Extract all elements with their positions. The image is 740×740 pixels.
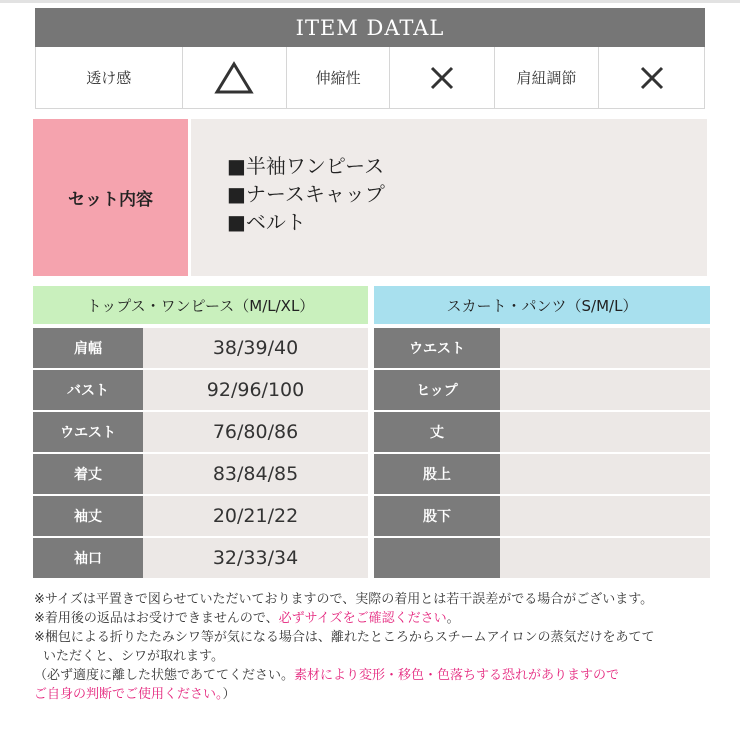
note-judgement-warning: ご自身の判断でご使用ください。: [34, 687, 223, 702]
note-returns: [34, 609, 714, 628]
size-label: 着丈: [33, 454, 143, 494]
size-value: [500, 496, 710, 536]
triangle-icon: [214, 61, 254, 95]
note-caution-end: ）: [222, 687, 236, 702]
note-caution-text: （必ず適度に離した状態であててください。: [34, 668, 295, 683]
note-caution-warning: 素材により変形・移色・色落ちする恐れがありますので: [294, 668, 620, 683]
top-divider: [0, 0, 740, 3]
size-label: [374, 538, 500, 578]
item-detail-title: ITEM DATAL: [35, 8, 705, 47]
table-row: [374, 328, 710, 368]
cross-icon: [639, 65, 665, 91]
size-label: 丈: [374, 412, 500, 452]
size-value: 32/33/34: [143, 538, 368, 578]
table-row: [374, 454, 710, 494]
table-row: [33, 370, 368, 410]
size-value: 38/39/40: [143, 328, 368, 368]
size-value: 92/96/100: [143, 370, 368, 410]
item-detail-row: [35, 47, 705, 109]
size-label: 股下: [374, 496, 500, 536]
size-label: ウエスト: [33, 412, 143, 452]
table-row: [33, 496, 368, 536]
set-item-nurse-cap: ■ナースキャップ: [227, 182, 385, 206]
table-row: [33, 538, 368, 578]
note-measurement: ※サイズは平置きで図らせていただいておりますので、実際の着用とは若干誤差がでる場合がございます。: [34, 592, 654, 607]
transparency-value: [183, 47, 288, 108]
strap-adjust-label: 肩紐調節: [495, 47, 600, 108]
size-value: [500, 538, 710, 578]
size-label: 袖口: [33, 538, 143, 578]
strap-adjust-value: [599, 47, 704, 108]
size-notes: [34, 590, 714, 704]
size-value: 76/80/86: [143, 412, 368, 452]
stretch-label: 伸縮性: [287, 47, 390, 108]
note-wrinkles-cont: いただくと、シワが取れます。: [43, 649, 224, 664]
table-row: [374, 370, 710, 410]
note-caution-cont: [34, 685, 714, 704]
size-value: 83/84/85: [143, 454, 368, 494]
size-label: バスト: [33, 370, 143, 410]
tops-size-table: [33, 328, 368, 580]
skirt-size-header: スカート・パンツ（S/M/L）: [374, 286, 710, 324]
size-label: ウエスト: [374, 328, 500, 368]
set-contents-panel: [191, 119, 707, 276]
note-returns-text: ※着用後の返品はお受けできませんので、: [34, 611, 279, 626]
table-row: [374, 538, 710, 578]
table-row: [33, 328, 368, 368]
size-value: [500, 412, 710, 452]
size-label: 股上: [374, 454, 500, 494]
set-item-belt: ■ベルト: [227, 210, 306, 234]
set-item-dress: ■半袖ワンピース: [227, 154, 385, 178]
size-value: [500, 370, 710, 410]
note-returns-end: 。: [446, 611, 460, 626]
size-label: 肩幅: [33, 328, 143, 368]
size-value: [500, 454, 710, 494]
tops-size-header: トップス・ワンピース（M/L/XL）: [33, 286, 368, 324]
set-contents-label: セット内容: [33, 119, 188, 276]
note-returns-warning: 必ずサイズをご確認ください: [278, 611, 447, 626]
cross-icon: [429, 65, 455, 91]
stretch-value: [390, 47, 495, 108]
note-caution: [34, 666, 714, 685]
skirt-size-table: [374, 328, 710, 580]
set-contents-list: [227, 152, 385, 236]
size-label: 袖丈: [33, 496, 143, 536]
size-label: ヒップ: [374, 370, 500, 410]
table-row: [374, 412, 710, 452]
size-value: [500, 328, 710, 368]
table-row: [374, 496, 710, 536]
size-value: 20/21/22: [143, 496, 368, 536]
table-row: [33, 454, 368, 494]
table-row: [33, 412, 368, 452]
transparency-label: 透け感: [36, 47, 183, 108]
note-wrinkles: ※梱包による折りたたみシワ等が気になる場合は、離れたところからスチームアイロンの蒸気だけをあてて: [34, 630, 655, 645]
